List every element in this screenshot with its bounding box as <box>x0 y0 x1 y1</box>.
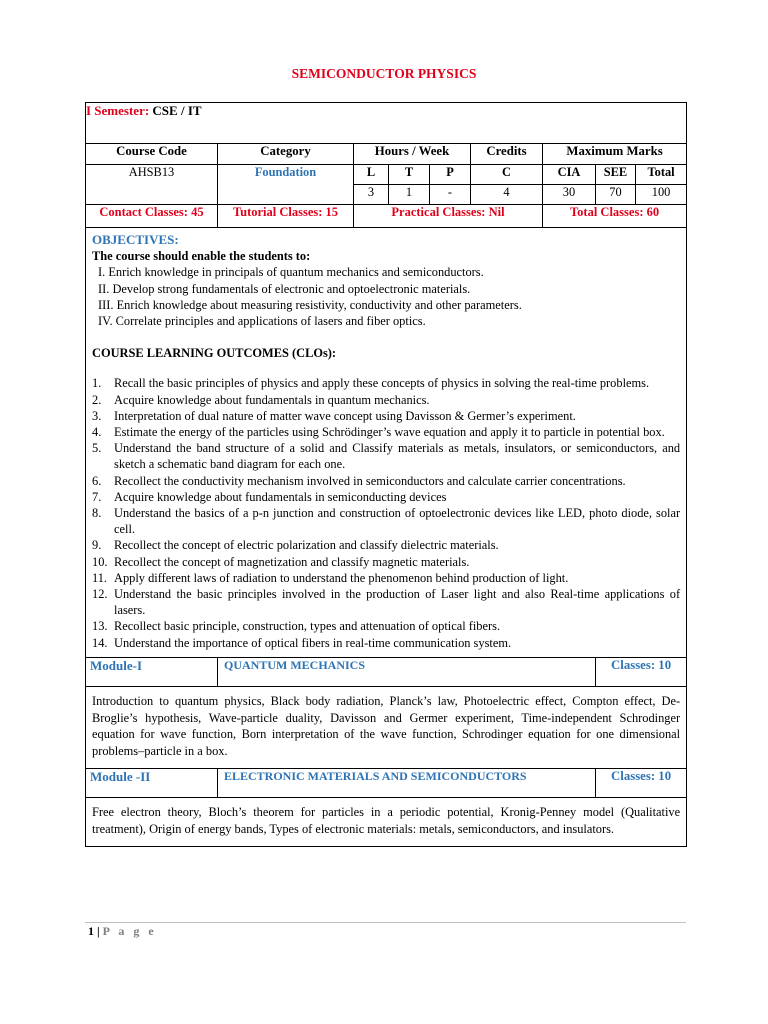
objective-item: III. Enrich knowledge about measuring resistivity, conductivity and other parameters. <box>98 297 522 312</box>
clo-item: 2. Acquire knowledge about fundamentals in quantum mechanics. <box>92 392 430 407</box>
clo-item: 11. Apply different laws of radiation to understand the phenomenon behind production of light. <box>92 570 569 585</box>
semester-row <box>86 103 687 144</box>
module-1-name: Module-I <box>86 657 218 686</box>
category-header: Category <box>218 144 354 165</box>
clo-item: 8. Understand the basics of a p-n junction and construction of optoelectronic devices like LED, photo diode, solar cell. <box>92 506 681 537</box>
semester-value: CSE / IT <box>152 103 202 118</box>
t-value: 1 <box>389 185 430 205</box>
module-2-classes: Classes: 10 <box>596 769 687 798</box>
l-header: L <box>354 165 389 185</box>
c-value: 4 <box>471 185 543 205</box>
p-value: - <box>430 185 471 205</box>
objective-item: I. Enrich knowledge in principals of quantum mechanics and semiconductors. <box>98 265 484 280</box>
clo-item: 4. Estimate the energy of the particles using Schrödinger’s wave equation and apply it to particle in potential box. <box>92 425 665 440</box>
hours-week-header: Hours / Week <box>354 144 471 165</box>
clo-item: 3. Interpretation of dual nature of matter wave concept using Davisson & Germer’s experiment. <box>92 408 576 423</box>
clo-item: 10. Recollect the concept of magnetization and classify magnetic materials. <box>92 554 470 569</box>
l-value: 3 <box>354 185 389 205</box>
module-2-body-row <box>86 798 687 847</box>
document-title: SEMICONDUCTOR PHYSICS <box>291 66 477 81</box>
total-value: 100 <box>636 185 687 205</box>
subheader-row <box>86 165 687 185</box>
module-2-content: Free electron theory, Bloch’s theorem for particles in a periodic potential, Kronig-Penney model (Qualitative treatment), Origin of energy bands, Types of electronic materials: metals, semiconductors, and insulators. <box>86 798 687 847</box>
c-header: C <box>471 165 543 185</box>
clo-list <box>92 375 680 650</box>
practical-classes: Practical Classes: Nil <box>354 205 543 228</box>
clo-item: 7. Acquire knowledge about fundamentals in semiconducting devices <box>92 489 447 504</box>
footer-separator: | <box>97 924 100 938</box>
module-1-classes: Classes: 10 <box>596 657 687 686</box>
p-header: P <box>430 165 471 185</box>
clo-item: 1. Recall the basic principles of physics and apply these concepts of physics in solving the real-time problems. <box>92 376 650 391</box>
objectives-list <box>92 264 680 329</box>
course-code-value: AHSB13 <box>86 165 218 205</box>
total-classes: Total Classes: 60 <box>543 205 687 228</box>
credits-header: Credits <box>471 144 543 165</box>
see-header: SEE <box>596 165 636 185</box>
clo-item: 9. Recollect the concept of electric polarization and classify dielectric materials. <box>92 538 499 553</box>
cia-value: 30 <box>543 185 596 205</box>
contact-row <box>86 205 687 228</box>
clo-title: COURSE LEARNING OUTCOMES (CLOs): <box>92 346 337 361</box>
cia-header: CIA <box>543 165 596 185</box>
module-2-header <box>86 769 687 798</box>
clo-item: 6. Recollect the conductivity mechanism involved in semiconductors and calculate carrier concentrations. <box>92 473 626 488</box>
max-marks-header: Maximum Marks <box>543 144 687 165</box>
module-2-title: ELECTRONIC MATERIALS AND SEMICONDUCTORS <box>218 769 596 798</box>
clo-item: 12. Understand the basic principles involved in the production of Laser light and also Real-time applications of lasers. <box>92 587 681 618</box>
contact-classes: Contact Classes: 45 <box>86 205 218 228</box>
page-word: P a g e <box>102 924 157 938</box>
module-2-name: Module -II <box>86 769 218 798</box>
module-1-content: Introduction to quantum physics, Black body radiation, Planck’s law, Photoelectric effect, Compton effect, De-Broglie’s hypothesis, Wave-particle duality, Davisson and Germer experiment, Time-independent Schrodinger equation for wave function, Born interpretation of the wave function, Schrodinger equation for one dimensional problems–particle in a box. <box>86 686 687 768</box>
objectives-intro: The course should enable the students to: <box>92 249 311 264</box>
header-row <box>86 144 687 165</box>
objective-item: II. Develop strong fundamentals of electronic and optoelectronic materials. <box>98 281 471 296</box>
syllabus-table <box>85 102 687 847</box>
category-value: Foundation <box>218 165 354 205</box>
total-header: Total <box>636 165 687 185</box>
page-footer <box>88 924 157 939</box>
module-1-body-row <box>86 686 687 768</box>
module-1-header <box>86 657 687 686</box>
module-1-title: QUANTUM MECHANICS <box>218 657 596 686</box>
objectives-row <box>86 228 687 658</box>
clo-item: 13. Recollect basic principle, construction, types and attenuation of optical fibers. <box>92 619 501 634</box>
objective-item: IV. Correlate principles and applications of lasers and fiber optics. <box>98 314 426 329</box>
footer-divider <box>85 922 686 923</box>
t-header: T <box>389 165 430 185</box>
course-code-header: Course Code <box>86 144 218 165</box>
page-number: 1 <box>88 924 94 938</box>
semester-label: I Semester: <box>86 103 150 118</box>
clo-item: 5. Understand the band structure of a solid and Classify materials as metals, insulators, or semiconductors, and sketch a schematic band diagram for each one. <box>92 441 681 472</box>
see-value: 70 <box>596 185 636 205</box>
tutorial-classes: Tutorial Classes: 15 <box>218 205 354 228</box>
objectives-title: OBJECTIVES: <box>92 232 179 247</box>
clo-item: 14. Understand the importance of optical fibers in real-time communication system. <box>92 635 512 650</box>
